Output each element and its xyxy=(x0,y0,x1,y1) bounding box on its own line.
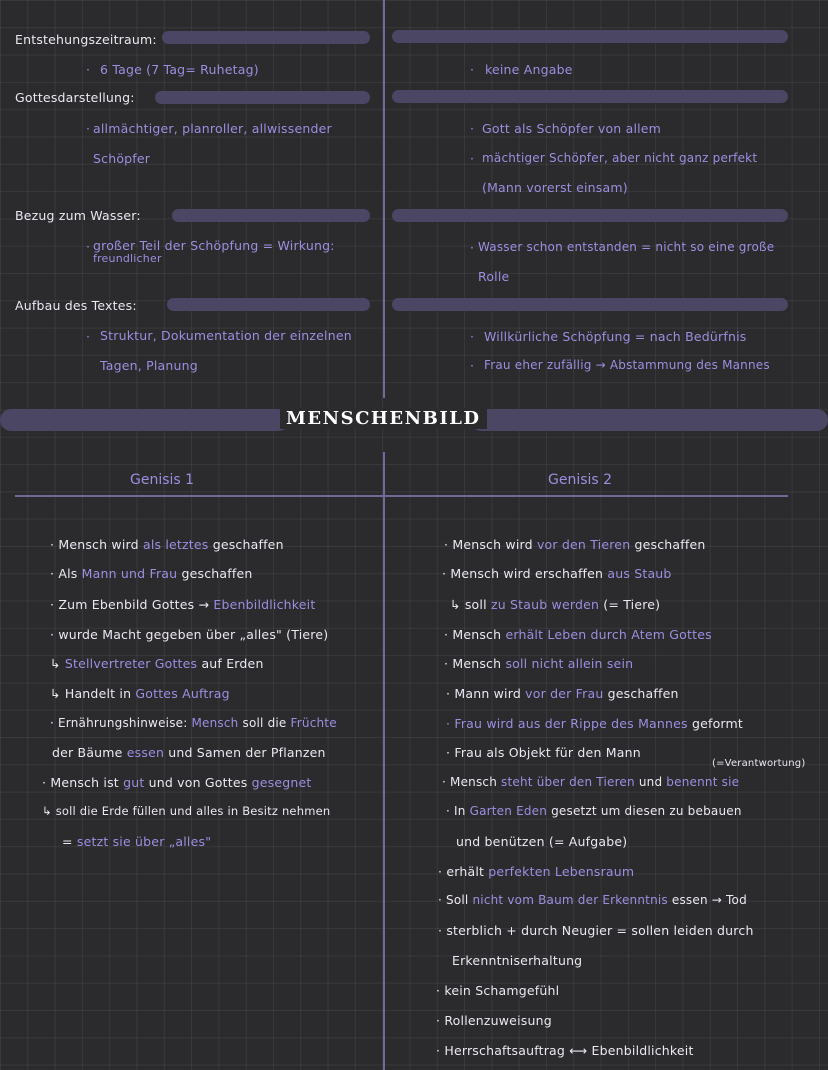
highlight-bar xyxy=(155,91,370,104)
genesis1-text-segment: · Zum Ebenbild Gottes → xyxy=(50,597,214,612)
heading-gottesdarstellung: Gottesdarstellung: xyxy=(15,90,135,105)
genesis2-text-segment: benennt sie xyxy=(666,775,740,789)
right-gott-1: Gott als Schöpfer von allem xyxy=(482,121,662,136)
genesis1-line xyxy=(42,775,312,790)
section-title: MENSCHENBILD xyxy=(280,408,487,429)
genesis2-text-segment: · Mensch wird erschaffen xyxy=(442,566,608,581)
genesis1-text-segment: · Als xyxy=(50,566,82,581)
genesis1-line xyxy=(50,537,284,552)
genesis2-text-segment: Erkenntniserhaltung xyxy=(452,953,583,968)
genesis1-text-segment: = xyxy=(62,834,77,849)
bullet-dot: · xyxy=(86,62,91,77)
right-wasser-1: Wasser schon entstanden = nicht so eine große xyxy=(478,240,775,254)
genesis2-text-segment: geschaffen xyxy=(603,686,679,701)
genesis2-text-segment: (= Tiere) xyxy=(599,597,661,612)
bullet-dot: · xyxy=(86,121,91,136)
genesis2-line xyxy=(438,864,634,879)
left-gott-1: allmächtiger, planroller, allwissender xyxy=(93,121,332,136)
banner-left xyxy=(0,409,290,431)
genesis1-text-segment: ↳ soll die Erde füllen und alles in Besitz nehmen xyxy=(42,804,331,818)
genesis2-text-segment: · sterblich + durch Neugier = sollen leiden durch xyxy=(438,923,754,938)
genesis2-line xyxy=(444,656,633,671)
genesis2-text-segment: essen → Tod xyxy=(667,893,747,907)
genesis2-line xyxy=(446,745,641,760)
right-zeitraum: keine Angabe xyxy=(485,62,573,77)
bullet-dot: · xyxy=(86,239,91,254)
genesis2-text-segment: vor der Frau xyxy=(525,686,604,701)
genesis2-text-segment: · kein Schamgefühl xyxy=(436,983,560,998)
column-header-genesis1: Genisis 1 xyxy=(130,472,195,488)
table-divider xyxy=(383,452,385,1070)
genesis1-text-segment: auf Erden xyxy=(197,656,264,671)
genesis1-line xyxy=(50,656,264,671)
genesis1-line xyxy=(52,745,326,760)
genesis2-line xyxy=(446,686,679,701)
genesis2-line xyxy=(444,537,706,552)
bullet-dot: · xyxy=(86,329,91,344)
highlight-bar xyxy=(392,90,788,103)
genesis2-line xyxy=(444,627,712,642)
genesis1-line xyxy=(50,716,337,730)
genesis2-text-segment: · Soll xyxy=(438,893,473,907)
genesis2-line xyxy=(452,953,582,968)
genesis2-text-segment: steht über den Tieren xyxy=(501,775,635,789)
highlight-bar xyxy=(162,31,370,44)
genesis2-line xyxy=(442,775,739,789)
highlight-bar xyxy=(392,30,788,43)
right-aufbau-1: Willkürliche Schöpfung = nach Bedürfnis xyxy=(484,329,747,344)
right-gott-3: (Mann vorerst einsam) xyxy=(482,180,628,195)
genesis1-text-segment: gesegnet xyxy=(251,775,312,790)
column-header-genesis2: Genisis 2 xyxy=(548,472,613,488)
genesis1-text-segment: essen xyxy=(126,745,165,760)
left-zeitraum: 6 Tage (7 Tag= Ruhetag) xyxy=(100,62,259,77)
genesis2-line xyxy=(438,893,747,907)
left-wasser-2: freundlicher xyxy=(93,252,162,265)
genesis1-text-segment: und Samen der Pflanzen xyxy=(164,745,326,760)
genesis1-text-segment: ↳ Handelt in xyxy=(50,686,136,701)
genesis2-text-segment: · Mensch xyxy=(444,656,506,671)
genesis2-text-segment: · Herrschaftsauftrag ⟷ Ebenbildlichkeit xyxy=(436,1043,694,1058)
genesis2-line xyxy=(436,983,559,998)
genesis1-text-segment: Mann und Frau xyxy=(81,566,178,581)
right-aufbau-2: Frau eher zufällig → Abstammung des Mannes xyxy=(484,358,770,372)
genesis2-text-segment: nicht vom Baum der Erkenntnis xyxy=(472,893,668,907)
genesis1-line xyxy=(62,834,211,849)
genesis1-text-segment: der Bäume xyxy=(52,745,127,760)
genesis2-line xyxy=(436,1013,552,1028)
genesis1-line xyxy=(42,804,330,818)
bullet-dot: · xyxy=(470,329,475,344)
genesis2-text-segment: aus Staub xyxy=(607,566,672,581)
genesis1-text-segment: ↳ xyxy=(50,656,65,671)
genesis1-text-segment: · wurde Macht gegeben über „alles" (Tiere) xyxy=(50,627,329,642)
genesis1-text-segment: · Mensch wird xyxy=(50,537,143,552)
table-header-rule xyxy=(15,495,788,497)
genesis2-text-segment: und benützen (= Aufgabe) xyxy=(456,834,628,849)
genesis1-line xyxy=(50,686,230,701)
left-wasser-1: großer Teil der Schöpfung = Wirkung: xyxy=(93,238,335,253)
genesis2-line xyxy=(456,834,627,849)
genesis1-text-segment: Gottes Auftrag xyxy=(135,686,230,701)
heading-wasser: Bezug zum Wasser: xyxy=(15,208,141,223)
genesis2-text-segment: · erhält xyxy=(438,864,489,879)
bullet-dot: · xyxy=(470,121,475,136)
genesis2-text-segment: ↳ soll xyxy=(450,597,491,612)
genesis2-line xyxy=(438,923,754,938)
bullet-dot: · xyxy=(470,62,475,77)
genesis1-text-segment: geschaffen xyxy=(177,566,253,581)
genesis1-text-segment: Früchte xyxy=(290,716,337,730)
bullet-dot: · xyxy=(470,240,475,255)
genesis1-text-segment: Mensch xyxy=(191,716,239,730)
bullet-dot: · xyxy=(470,151,475,166)
genesis2-line xyxy=(436,1043,694,1058)
genesis1-line xyxy=(50,627,328,642)
genesis2-text-segment: · Mensch wird xyxy=(444,537,537,552)
genesis2-text-segment: erhält Leben durch Atem Gottes xyxy=(505,627,712,642)
genesis1-text-segment: setzt sie über „alles" xyxy=(76,834,212,849)
genesis2-text-segment: Rippe des Mannes xyxy=(570,716,688,731)
genesis2-line xyxy=(446,804,742,818)
genesis2-text-segment: und xyxy=(634,775,667,789)
genesis2-text-segment: Garten Eden xyxy=(469,804,548,818)
left-aufbau-2: Tagen, Planung xyxy=(100,358,198,373)
genesis2-text-segment: · Mann wird xyxy=(446,686,526,701)
genesis2-line xyxy=(446,716,743,731)
heading-zeitraum: Entstehungszeitraum: xyxy=(15,32,157,47)
genesis1-line xyxy=(50,566,252,581)
verantwortung-note: (=Verantwortung) xyxy=(712,758,806,769)
top-divider xyxy=(383,0,385,398)
genesis2-text-segment: soll nicht allein sein xyxy=(505,656,634,671)
genesis2-text-segment: · Mensch xyxy=(442,775,502,789)
genesis2-text-segment: · Frau als Objekt für den Mann xyxy=(446,745,641,760)
genesis1-text-segment: · Mensch ist xyxy=(42,775,124,790)
right-gott-2: mächtiger Schöpfer, aber nicht ganz perfekt xyxy=(482,151,758,165)
genesis2-text-segment: geschaffen xyxy=(630,537,706,552)
genesis2-text-segment: gesetzt um diesen zu bebauen xyxy=(547,804,742,818)
heading-aufbau: Aufbau des Textes: xyxy=(15,298,137,313)
genesis1-text-segment: Stellvertreter Gottes xyxy=(64,656,198,671)
genesis1-text-segment: soll die xyxy=(238,716,291,730)
highlight-bar xyxy=(172,209,370,222)
genesis1-text-segment: als letztes xyxy=(142,537,209,552)
genesis2-text-segment: vor den Tieren xyxy=(536,537,631,552)
genesis1-line xyxy=(50,597,315,612)
banner-right xyxy=(470,409,828,431)
genesis2-line xyxy=(442,566,672,581)
genesis2-text-segment: · Mensch xyxy=(444,627,506,642)
genesis2-text-segment: geformt xyxy=(687,716,744,731)
genesis1-text-segment: und von Gottes xyxy=(144,775,252,790)
genesis1-text-segment: · Ernährungshinweise: xyxy=(50,716,192,730)
genesis2-text-segment: zu Staub werden xyxy=(490,597,600,612)
highlight-bar xyxy=(392,298,788,311)
genesis2-text-segment: · Frau wird aus der xyxy=(446,716,571,731)
highlight-bar xyxy=(392,209,788,222)
bullet-dot: · xyxy=(470,358,475,373)
genesis2-text-segment: perfekten Lebensraum xyxy=(488,864,635,879)
highlight-bar xyxy=(167,298,370,311)
left-gott-2: Schöpfer xyxy=(93,151,151,166)
genesis1-text-segment: Ebenbildlichkeit xyxy=(213,597,316,612)
genesis1-text-segment: gut xyxy=(123,775,145,790)
genesis2-line xyxy=(450,597,660,612)
left-aufbau-1: Struktur, Dokumentation der einzelnen xyxy=(100,328,352,343)
genesis2-text-segment: · Rollenzuweisung xyxy=(436,1013,552,1028)
right-wasser-2: Rolle xyxy=(478,269,510,284)
genesis2-text-segment: · In xyxy=(446,804,470,818)
genesis1-text-segment: geschaffen xyxy=(208,537,284,552)
